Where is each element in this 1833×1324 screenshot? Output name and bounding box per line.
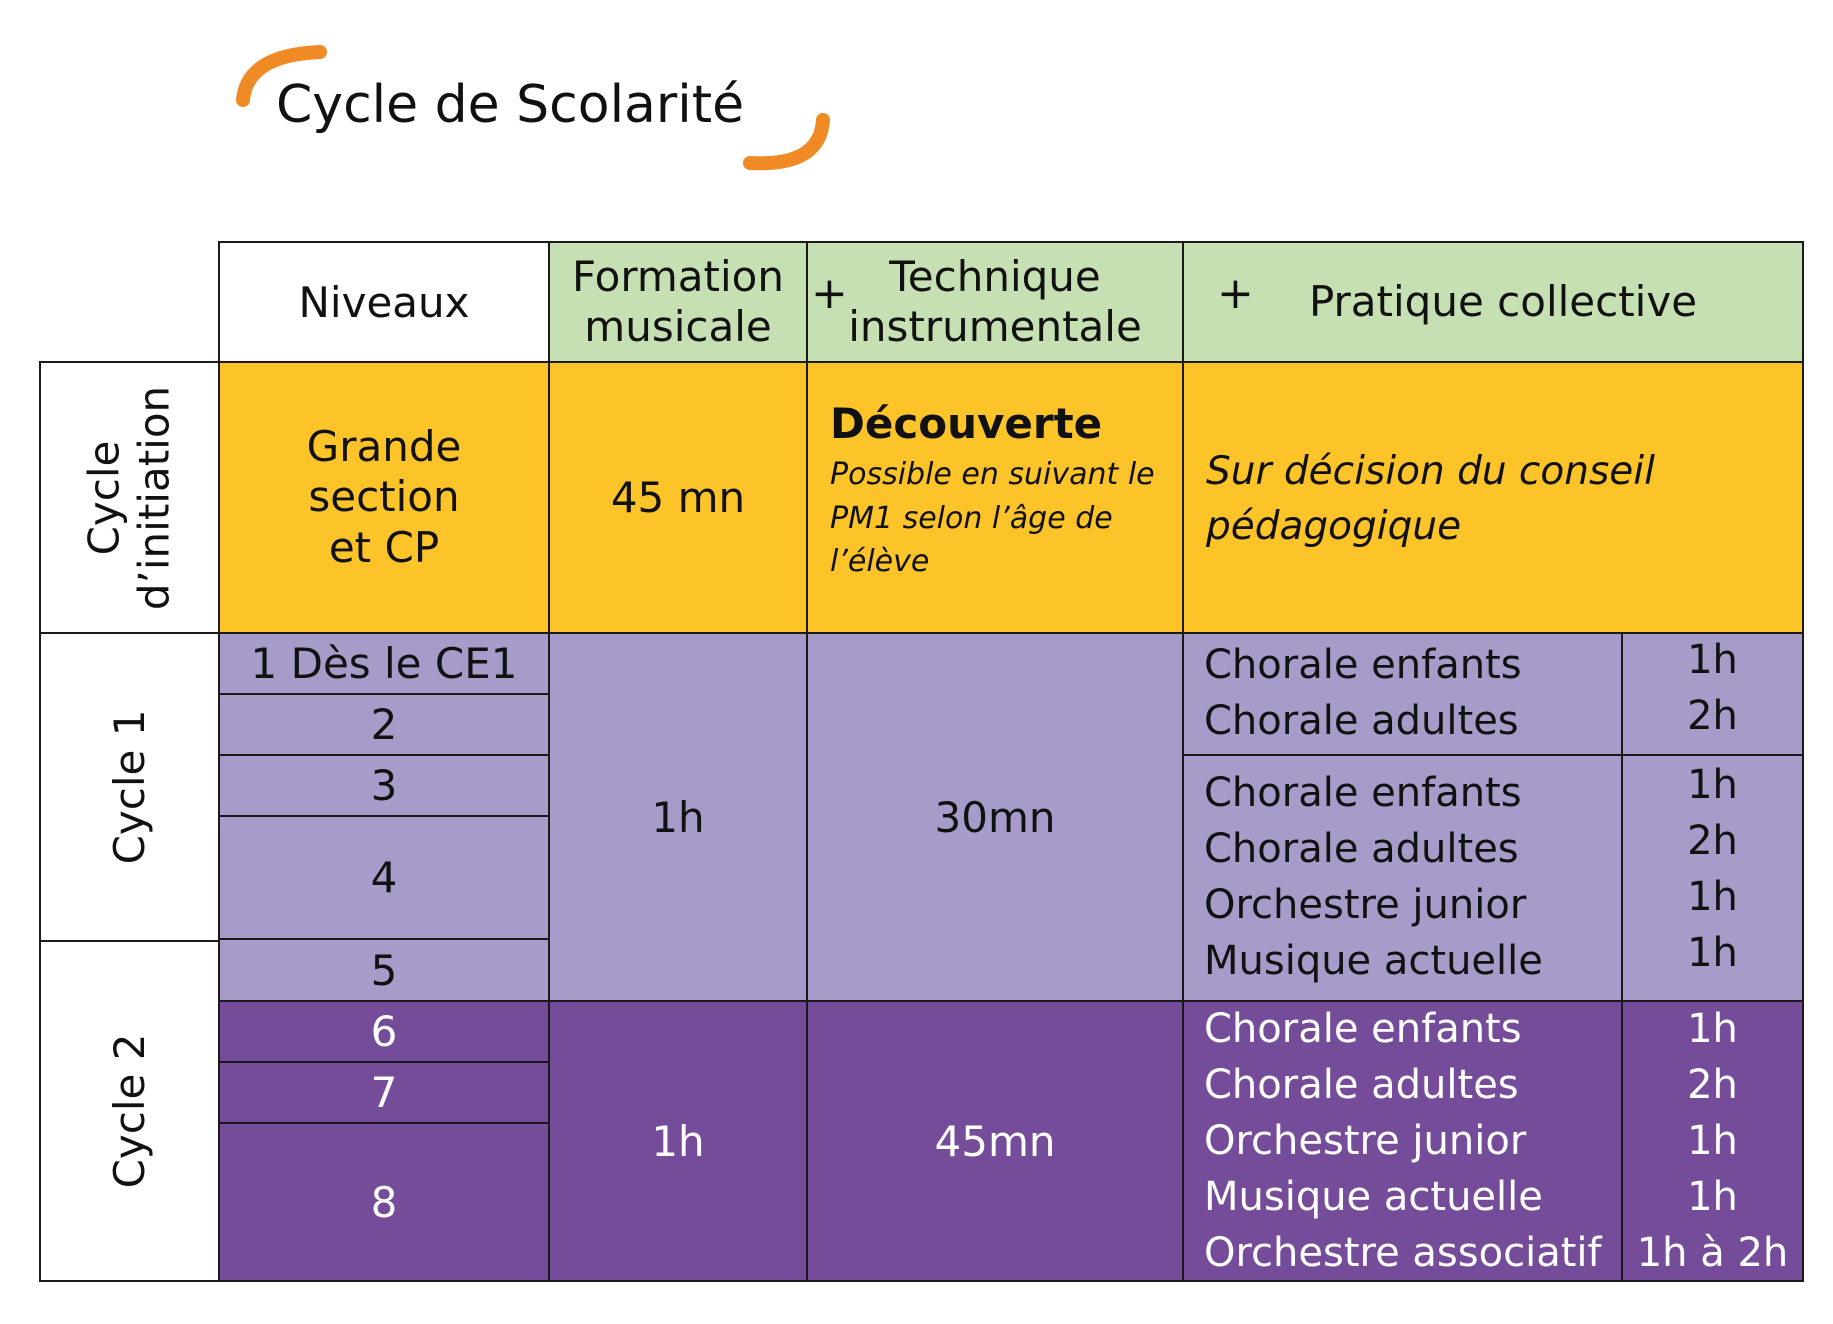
orange-arc-bottom-icon [735,105,845,185]
duration-item: 1h [1687,1118,1738,1164]
cycle1-formation: 1h [548,632,808,1002]
cycle2-technique: 45mn [806,1000,1184,1282]
cycle2-formation: 1h [548,1000,808,1282]
activity-item: Chorale adultes [1204,698,1519,744]
initiation-niveau: Grande section et CP [218,361,550,634]
header-pratique: Pratique collective [1182,241,1804,363]
activity-item: Chorale adultes [1204,826,1519,872]
level-7: 7 [218,1061,550,1124]
duration-item: 1h [1687,762,1738,808]
initiation-formation: 45 mn [548,361,808,634]
duration-item: 1h [1687,637,1738,683]
activity-item: Chorale enfants [1204,770,1522,816]
duration-item: 1h [1687,930,1738,976]
cycle1-group-a-duration-list [1621,632,1804,744]
page-title: Cycle de Scolarité [276,75,745,135]
level-2: 2 [218,693,550,756]
activity-item: Musique actuelle [1204,1174,1543,1220]
cycle-1-label: Cycle 1 [39,632,220,942]
cycle1-group-a-activity-list [1204,637,1522,749]
cycle1-group-b-duration-list [1621,757,1804,981]
activity-item: Musique actuelle [1204,938,1543,984]
header-technique: Technique instrumentale [806,241,1184,363]
duration-item: 1h [1687,1006,1738,1052]
level-1: 1 Dès le CE1 [218,632,550,695]
duration-item: 2h [1687,818,1738,864]
activity-item: Orchestre junior [1204,1118,1527,1164]
cycle2-duration-list [1621,1001,1804,1281]
activity-item: Chorale enfants [1204,1006,1522,1052]
plus-sign-2: + [1217,268,1254,319]
decouverte-note: Possible en suivant le PM1 selon l’âge de l’élève [830,457,1155,580]
duration-item: 2h [1687,1062,1738,1108]
cycle1-group-b-activity-list [1204,765,1543,989]
duration-item: 1h [1687,874,1738,920]
duration-item: 2h [1687,693,1738,739]
cycle1-technique: 30mn [806,632,1184,1002]
plus-sign-1: + [811,268,848,319]
level-4: 4 [218,815,550,940]
level-5: 5 [218,938,550,1002]
activity-item: Orchestre associatif [1204,1230,1602,1276]
activity-item: Chorale enfants [1204,642,1522,688]
cycle-2-label: Cycle 2 [39,940,220,1282]
header-niveaux: Niveaux [218,241,550,363]
duration-item: 1h à 2h [1636,1230,1789,1276]
activity-item: Orchestre junior [1204,882,1527,928]
decouverte-title: Découverte [830,399,1103,448]
cycle-initiation-label: Cycle d’initiation [39,361,220,634]
level-3: 3 [218,754,550,817]
header-formation: Formation musicale [548,241,808,363]
initiation-pratique: Sur décision du conseil pédagogique [1182,361,1804,634]
level-8: 8 [218,1122,550,1282]
cycle2-activity-list [1204,1001,1602,1281]
activity-item: Chorale adultes [1204,1062,1519,1108]
duration-item: 1h [1687,1174,1738,1220]
initiation-technique [806,361,1184,634]
level-6: 6 [218,1000,550,1063]
